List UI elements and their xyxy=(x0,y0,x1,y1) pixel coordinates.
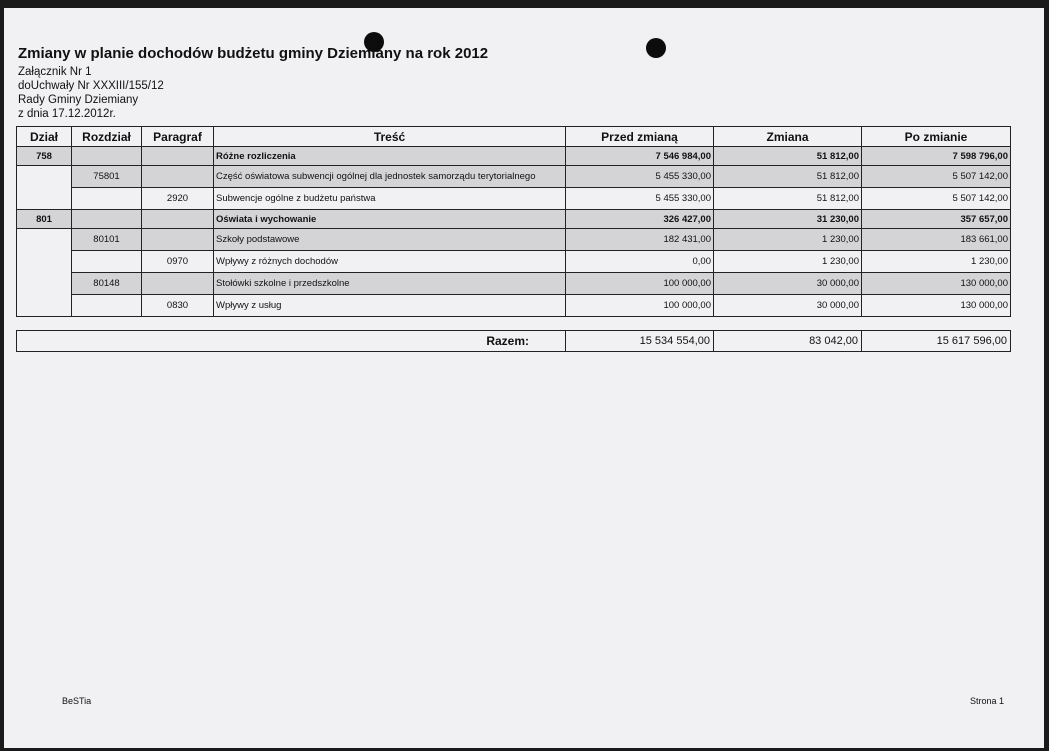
cell-rozdzial xyxy=(72,251,142,273)
cell-po: 357 657,00 xyxy=(862,210,1011,229)
table-row-paragraph xyxy=(17,188,1011,210)
council-name: Rady Gminy Dziemiany xyxy=(18,94,139,106)
cell-rozdzial xyxy=(72,188,142,210)
document-page xyxy=(4,8,1044,748)
cell-rozdzial: 80101 xyxy=(72,229,142,251)
cell-tresc: Wpływy z usług xyxy=(214,295,566,317)
cell-dzial xyxy=(17,229,72,317)
cell-przed: 7 546 984,00 xyxy=(566,147,714,166)
table-row-section xyxy=(17,210,1011,229)
cell-przed: 326 427,00 xyxy=(566,210,714,229)
cell-tresc: Część oświatowa subwencji ogólnej dla jednostek samorządu terytorialnego xyxy=(214,166,566,188)
cell-paragraf: 0970 xyxy=(142,251,214,273)
cell-dzial: 801 xyxy=(17,210,72,229)
cell-przed: 100 000,00 xyxy=(566,273,714,295)
table-row-section xyxy=(17,147,1011,166)
resolution-number: doUchwały Nr XXXIII/155/12 xyxy=(18,80,164,92)
budget-table xyxy=(16,126,1011,317)
summary-label: Razem: xyxy=(17,331,566,352)
cell-rozdzial xyxy=(72,210,142,229)
cell-przed: 0,00 xyxy=(566,251,714,273)
cell-rozdzial xyxy=(72,295,142,317)
cell-zmiana: 1 230,00 xyxy=(714,229,862,251)
summary-table xyxy=(16,330,1011,352)
cell-zmiana: 51 812,00 xyxy=(714,166,862,188)
footer-software: BeSTia xyxy=(62,696,92,706)
cell-tresc: Różne rozliczenia xyxy=(214,147,566,166)
table-row-chapter xyxy=(17,273,1011,295)
cell-tresc: Subwencje ogólne z budżetu państwa xyxy=(214,188,566,210)
cell-po: 5 507 142,00 xyxy=(862,166,1011,188)
cell-dzial: 758 xyxy=(17,147,72,166)
summary-po: 15 617 596,00 xyxy=(862,331,1011,352)
cell-po: 7 598 796,00 xyxy=(862,147,1011,166)
cell-paragraf xyxy=(142,147,214,166)
cell-zmiana: 51 812,00 xyxy=(714,147,862,166)
header-zmiana: Zmiana xyxy=(714,127,862,147)
table-header-row xyxy=(17,127,1011,147)
header-przed-zmiana: Przed zmianą xyxy=(566,127,714,147)
header-rozdzial: Rozdział xyxy=(72,127,142,147)
cell-dzial xyxy=(17,166,72,210)
table-row-chapter xyxy=(17,166,1011,188)
cell-paragraf xyxy=(142,229,214,251)
header-dzial: Dział xyxy=(17,127,72,147)
cell-przed: 5 455 330,00 xyxy=(566,188,714,210)
cell-po: 183 661,00 xyxy=(862,229,1011,251)
cell-paragraf: 0830 xyxy=(142,295,214,317)
attachment-label: Załącznik Nr 1 xyxy=(18,66,92,78)
cell-rozdzial xyxy=(72,147,142,166)
header-tresc: Treść xyxy=(214,127,566,147)
table-row-paragraph xyxy=(17,295,1011,317)
cell-paragraf: 2920 xyxy=(142,188,214,210)
cell-tresc: Oświata i wychowanie xyxy=(214,210,566,229)
cell-tresc: Stołówki szkolne i przedszkolne xyxy=(214,273,566,295)
cell-zmiana: 30 000,00 xyxy=(714,295,862,317)
table-row-chapter xyxy=(17,229,1011,251)
cell-paragraf xyxy=(142,210,214,229)
cell-po: 130 000,00 xyxy=(862,273,1011,295)
document-title: Zmiany w planie dochodów budżetu gminy Dziemiany na rok 2012 xyxy=(18,45,489,62)
cell-zmiana: 31 230,00 xyxy=(714,210,862,229)
header-paragraf: Paragraf xyxy=(142,127,214,147)
cell-tresc: Szkoły podstawowe xyxy=(214,229,566,251)
cell-paragraf xyxy=(142,273,214,295)
summary-zmiana: 83 042,00 xyxy=(714,331,862,352)
cell-przed: 100 000,00 xyxy=(566,295,714,317)
cell-rozdzial: 75801 xyxy=(72,166,142,188)
summary-przed: 15 534 554,00 xyxy=(566,331,714,352)
cell-zmiana: 30 000,00 xyxy=(714,273,862,295)
cell-paragraf xyxy=(142,166,214,188)
cell-po: 1 230,00 xyxy=(862,251,1011,273)
punch-hole xyxy=(646,38,666,58)
cell-zmiana: 51 812,00 xyxy=(714,188,862,210)
cell-tresc: Wpływy z różnych dochodów xyxy=(214,251,566,273)
cell-przed: 182 431,00 xyxy=(566,229,714,251)
header-po-zmianie: Po zmianie xyxy=(862,127,1011,147)
table-row-paragraph xyxy=(17,251,1011,273)
cell-rozdzial: 80148 xyxy=(72,273,142,295)
document-date: z dnia 17.12.2012r. xyxy=(18,108,116,120)
cell-po: 130 000,00 xyxy=(862,295,1011,317)
cell-zmiana: 1 230,00 xyxy=(714,251,862,273)
summary-row xyxy=(17,331,1011,352)
footer-page-number: Strona 1 xyxy=(970,696,1005,706)
cell-przed: 5 455 330,00 xyxy=(566,166,714,188)
cell-po: 5 507 142,00 xyxy=(862,188,1011,210)
